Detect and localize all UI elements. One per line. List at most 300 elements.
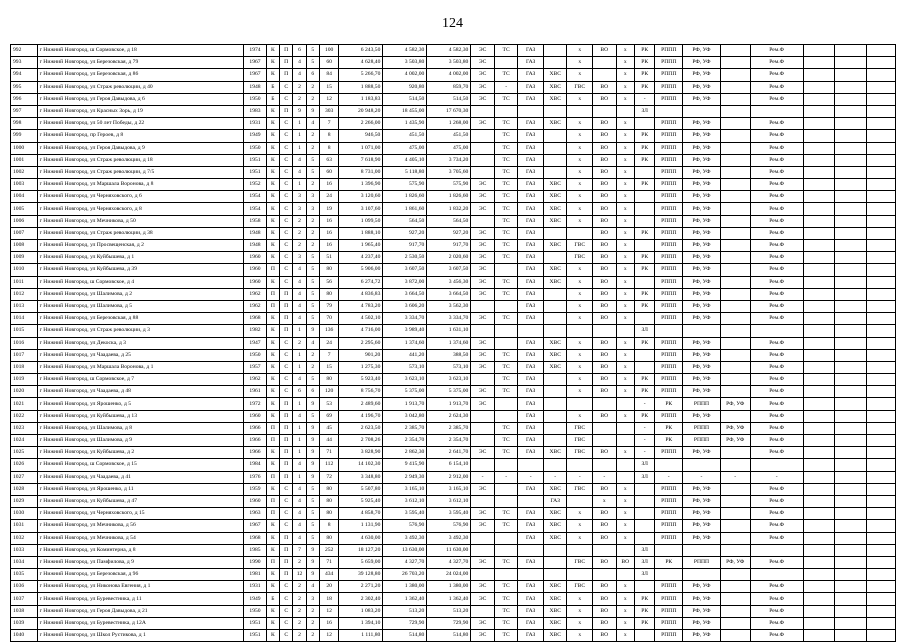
table-cell: 2 — [293, 227, 306, 239]
table-cell: 1960 — [244, 495, 267, 507]
table-cell: РК — [655, 556, 683, 568]
table-cell: П — [280, 435, 293, 447]
table-cell: 20 — [319, 581, 338, 593]
table-cell: РФ, УФ — [683, 313, 721, 325]
table-cell: 1006 — [11, 215, 38, 227]
table-cell: 2 — [293, 93, 306, 105]
table-cell — [634, 532, 654, 544]
table-cell: ЭС — [471, 264, 495, 276]
table-cell — [634, 520, 654, 532]
table-cell: К — [266, 69, 279, 81]
table-cell — [867, 154, 896, 166]
table-cell — [803, 410, 835, 422]
table-cell: С — [280, 520, 293, 532]
table-cell: РК — [634, 45, 654, 57]
table-cell: ЭС — [471, 118, 495, 130]
table-cell — [720, 118, 750, 130]
table-cell: ВО — [593, 483, 617, 495]
table-cell: РППП — [655, 240, 683, 252]
table-cell: 1 631,10 — [427, 325, 471, 337]
table-cell: К — [266, 398, 279, 410]
table-cell: 5 — [306, 252, 319, 264]
table-cell: 5 — [306, 57, 319, 69]
table-cell — [471, 325, 495, 337]
table-cell: 5 — [306, 276, 319, 288]
table-cell: П — [280, 556, 293, 568]
table-cell — [518, 495, 544, 507]
table-cell: 12 — [319, 93, 338, 105]
table-cell — [835, 398, 867, 410]
table-cell: ЭС — [471, 483, 495, 495]
table-cell: х — [616, 203, 634, 215]
table-cell — [616, 422, 634, 434]
table-cell: 4 — [293, 313, 306, 325]
table-cell — [803, 447, 835, 459]
table-cell: х — [567, 337, 593, 349]
table-cell — [494, 105, 518, 117]
table-cell: РФ, УФ — [683, 532, 721, 544]
table-cell: 12 — [319, 605, 338, 617]
table-cell: 80 — [319, 374, 338, 386]
table-cell: ГВС — [567, 240, 593, 252]
table-cell: г Нижний Новгород, ул Буревестника, д 12А — [37, 617, 244, 629]
table-cell: П — [280, 105, 293, 117]
table-cell: Рем.Ф — [750, 93, 803, 105]
table-cell: ТС — [494, 386, 518, 398]
table-cell: х — [567, 93, 593, 105]
table-cell — [835, 544, 867, 556]
table-cell: 6 — [306, 386, 319, 398]
table-cell: г Нижний Новгород, ул Березовская, д 79 — [37, 57, 244, 69]
table-cell — [803, 569, 835, 581]
table-cell: 514,80 — [427, 630, 471, 642]
table-cell: ТС — [494, 617, 518, 629]
table-cell — [803, 105, 835, 117]
table-cell: ТС — [494, 422, 518, 434]
table-cell: РППП — [655, 69, 683, 81]
table-cell: ГАЗ — [518, 593, 544, 605]
table-cell — [494, 410, 518, 422]
table-cell: 2 302,40 — [339, 593, 383, 605]
table-cell: 2 641,70 — [427, 447, 471, 459]
table-cell: 1958 — [244, 215, 267, 227]
table-cell: 5 — [306, 410, 319, 422]
table-cell: С — [280, 118, 293, 130]
table-cell: ХВС — [543, 605, 567, 617]
table-cell: г Нижний Новгород, ул Маршала Воронова, д 1 — [37, 361, 244, 373]
table-cell: К — [266, 191, 279, 203]
table-cell: х — [616, 361, 634, 373]
table-cell — [835, 605, 867, 617]
table-cell — [867, 325, 896, 337]
table-cell: 8 — [319, 142, 338, 154]
table-cell: х — [567, 166, 593, 178]
table-cell — [634, 166, 654, 178]
table-cell: 4 405,10 — [383, 154, 427, 166]
table-cell: К — [266, 166, 279, 178]
table-cell: 71 — [319, 447, 338, 459]
table-cell: РК — [634, 69, 654, 81]
table-cell — [543, 300, 567, 312]
table-row — [11, 349, 896, 361]
table-cell: РФ, УФ — [683, 215, 721, 227]
table-cell — [616, 435, 634, 447]
table-cell: 4 783,20 — [339, 300, 383, 312]
table-cell: РППП — [655, 179, 683, 191]
table-cell — [803, 93, 835, 105]
table-cell — [471, 435, 495, 447]
table-cell: ТС — [494, 313, 518, 325]
table-cell — [835, 447, 867, 459]
table-cell: 3 503,80 — [383, 57, 427, 69]
table-cell — [593, 422, 617, 434]
table-cell — [803, 495, 835, 507]
table-cell — [471, 105, 495, 117]
table-cell: Рем.Ф — [750, 398, 803, 410]
table-cell: х — [567, 313, 593, 325]
table-cell: 5 — [306, 45, 319, 57]
table-cell: 136 — [319, 325, 338, 337]
table-cell: 4 327,70 — [383, 556, 427, 568]
table-row — [11, 142, 896, 154]
table-cell: Рем.Ф — [750, 422, 803, 434]
table-cell: 9 — [306, 569, 319, 581]
table-cell: - — [634, 398, 654, 410]
table-cell: Рем.Ф — [750, 81, 803, 93]
table-row — [11, 374, 896, 386]
table-cell: 60 — [319, 166, 338, 178]
table-cell — [720, 508, 750, 520]
table-cell: С — [280, 191, 293, 203]
table-cell: ЗЛ — [634, 459, 654, 471]
table-cell: 5 906,00 — [339, 264, 383, 276]
table-cell — [750, 325, 803, 337]
table-cell: 1981 — [244, 569, 267, 581]
table-cell — [835, 569, 867, 581]
table-cell: ВО — [593, 215, 617, 227]
table-cell: 2 — [293, 581, 306, 593]
table-cell — [867, 483, 896, 495]
table-cell: П — [266, 288, 279, 300]
table-cell: 1 — [293, 471, 306, 483]
table-cell: ТС — [494, 179, 518, 191]
table-cell — [803, 605, 835, 617]
table-cell: К — [266, 605, 279, 617]
table-cell — [720, 520, 750, 532]
table-cell — [720, 569, 750, 581]
table-cell: ЭС — [471, 240, 495, 252]
table-cell: 1028 — [11, 483, 38, 495]
table-cell: 19 — [319, 203, 338, 215]
table-cell: 9 — [306, 459, 319, 471]
table-cell: г Нижний Новгород, ул 50 лет Победы, д 22 — [37, 118, 244, 130]
table-cell — [471, 532, 495, 544]
table-cell: г Нижний Новгород, ул Березовская, д 88 — [37, 313, 244, 325]
table-cell — [803, 459, 835, 471]
table-cell: РППП — [655, 215, 683, 227]
table-cell: РППП — [655, 191, 683, 203]
table-cell: ТС — [494, 69, 518, 81]
table-cell — [494, 57, 518, 69]
table-cell: 26 703,20 — [383, 569, 427, 581]
table-cell: 514,50 — [383, 93, 427, 105]
table-cell: ХВС — [543, 483, 567, 495]
table-cell: К — [266, 337, 279, 349]
table-cell: ХВС — [543, 349, 567, 361]
table-cell — [634, 276, 654, 288]
table-cell: РФ, УФ — [720, 556, 750, 568]
table-cell — [803, 203, 835, 215]
register-body — [11, 45, 896, 642]
table-cell: ЭС — [471, 593, 495, 605]
table-cell: 9 — [306, 422, 319, 434]
table-cell: Рем.Ф — [750, 410, 803, 422]
table-cell: - — [494, 81, 518, 93]
table-cell: ГАЗ — [518, 374, 544, 386]
table-cell: 1011 — [11, 276, 38, 288]
table-cell: Рем.Ф — [750, 508, 803, 520]
table-cell: 1960 — [244, 410, 267, 422]
table-cell: Рем.Ф — [750, 435, 803, 447]
table-cell: П — [280, 69, 293, 81]
table-cell: 1950 — [244, 142, 267, 154]
table-row — [11, 386, 896, 398]
table-cell: 4 502,10 — [339, 313, 383, 325]
table-cell: ЭС — [471, 520, 495, 532]
table-cell: РППП — [655, 276, 683, 288]
table-cell: г Нижний Новгород, ул Страж революции, д 3 — [37, 325, 244, 337]
table-cell: 1 083,20 — [339, 605, 383, 617]
table-cell: РППП — [655, 374, 683, 386]
table-cell: 18 455,00 — [383, 105, 427, 117]
table-cell: 1962 — [244, 288, 267, 300]
table-cell: 1017 — [11, 349, 38, 361]
table-cell: ЗЛ — [634, 471, 654, 483]
table-cell: ТС — [494, 605, 518, 617]
table-cell: 60 — [319, 57, 338, 69]
table-cell — [616, 398, 634, 410]
table-cell: 3 562,30 — [427, 300, 471, 312]
table-cell — [803, 386, 835, 398]
table-cell: х — [616, 191, 634, 203]
table-cell: 3 165,10 — [427, 483, 471, 495]
table-cell — [835, 130, 867, 142]
table-cell — [803, 118, 835, 130]
table-cell: 5 — [306, 508, 319, 520]
table-cell: 5 923,40 — [339, 374, 383, 386]
table-cell: ЗЛ — [634, 569, 654, 581]
table-cell — [720, 605, 750, 617]
table-cell: 3 607,50 — [427, 264, 471, 276]
table-cell: РППП — [655, 300, 683, 312]
table-cell: П — [280, 313, 293, 325]
table-cell: ХВС — [543, 361, 567, 373]
table-cell — [494, 483, 518, 495]
table-cell: Рем.Ф — [750, 215, 803, 227]
table-cell: 1950 — [244, 93, 267, 105]
table-cell: 3 828,90 — [339, 447, 383, 459]
table-cell: ГАЗ — [518, 398, 544, 410]
table-cell: 4 — [293, 264, 306, 276]
table-cell: РФ, УФ — [683, 386, 721, 398]
table-cell: 9 — [306, 447, 319, 459]
table-cell — [750, 544, 803, 556]
table-cell: х — [567, 410, 593, 422]
table-cell: 1 — [293, 422, 306, 434]
table-cell: РППП — [655, 508, 683, 520]
table-cell: ГАЗ — [518, 337, 544, 349]
table-cell: ЗЛ — [634, 544, 654, 556]
table-cell: П — [280, 398, 293, 410]
table-cell: 5 — [306, 288, 319, 300]
table-row — [11, 520, 896, 532]
table-cell: 2 020,60 — [427, 252, 471, 264]
table-cell — [803, 349, 835, 361]
table-cell: 5 — [306, 374, 319, 386]
table-cell: РФ, УФ — [683, 203, 721, 215]
table-cell: ЭС — [471, 361, 495, 373]
table-cell — [593, 435, 617, 447]
table-cell — [494, 569, 518, 581]
table-cell — [567, 495, 593, 507]
table-cell — [835, 337, 867, 349]
table-cell: К — [266, 276, 279, 288]
table-cell — [867, 118, 896, 130]
table-cell: РППП — [655, 349, 683, 361]
table-cell: г Нижний Новгород, ул Черняховского, д 15 — [37, 508, 244, 520]
table-cell: г Нижний Новгород, ул Красных Зорь, д 19 — [37, 105, 244, 117]
table-row — [11, 179, 896, 191]
table-cell: 4 196,70 — [339, 410, 383, 422]
table-cell: 4 716,00 — [339, 325, 383, 337]
table-cell: 79 — [319, 300, 338, 312]
table-cell: ВО — [593, 337, 617, 349]
table-cell — [567, 325, 593, 337]
table-cell: х — [616, 215, 634, 227]
table-cell: 1 826,60 — [427, 191, 471, 203]
table-cell — [494, 337, 518, 349]
table-row — [11, 57, 896, 69]
table-cell — [867, 45, 896, 57]
table-cell: Рем.Ф — [750, 483, 803, 495]
table-cell: 4 582,30 — [383, 45, 427, 57]
table-cell — [720, 593, 750, 605]
table-cell: ЭС — [471, 386, 495, 398]
table-cell: х — [567, 630, 593, 642]
table-cell — [803, 313, 835, 325]
table-cell: РК — [634, 81, 654, 93]
table-cell — [867, 471, 896, 483]
table-cell: г Нижний Новгород, ул Коминтерна, д 8 — [37, 544, 244, 556]
table-cell: 100 — [319, 45, 338, 57]
table-cell: Рем.Ф — [750, 240, 803, 252]
table-row — [11, 191, 896, 203]
table-cell: х — [567, 191, 593, 203]
table-cell: 1954 — [244, 203, 267, 215]
table-cell: х — [616, 605, 634, 617]
table-cell: 1 435,90 — [383, 118, 427, 130]
table-cell: х — [616, 447, 634, 459]
table-cell — [803, 300, 835, 312]
table-cell: 1 861,60 — [383, 203, 427, 215]
table-cell: 24 024,00 — [427, 569, 471, 581]
table-cell: ВО — [593, 630, 617, 642]
table-cell — [835, 495, 867, 507]
table-cell: ТС — [494, 556, 518, 568]
table-cell: Рем.Ф — [750, 57, 803, 69]
table-cell: г Нижний Новгород, ул Чаадаева, д 25 — [37, 349, 244, 361]
table-cell: ГАЗ — [518, 532, 544, 544]
table-cell — [471, 374, 495, 386]
table-cell — [803, 532, 835, 544]
table-cell: ХВС — [543, 617, 567, 629]
table-cell: С — [280, 227, 293, 239]
table-cell: г Нижний Новгород, ш Сормовское, д 4 — [37, 276, 244, 288]
table-cell: 112 — [319, 459, 338, 471]
table-cell: 514,50 — [427, 93, 471, 105]
page-number: 124 — [442, 16, 463, 31]
table-cell: ТС — [494, 215, 518, 227]
table-cell: ЭС — [471, 191, 495, 203]
table-cell — [720, 617, 750, 629]
table-cell: П — [280, 45, 293, 57]
table-cell — [518, 325, 544, 337]
table-cell — [593, 459, 617, 471]
table-cell: П — [266, 435, 279, 447]
table-cell: ТС — [494, 630, 518, 642]
table-cell: К — [266, 581, 279, 593]
table-cell: 1985 — [244, 544, 267, 556]
table-cell — [720, 581, 750, 593]
table-cell: Рем.Ф — [750, 191, 803, 203]
table-cell: х — [567, 288, 593, 300]
table-cell: - — [543, 471, 567, 483]
table-cell: 2 862,30 — [383, 447, 427, 459]
table-cell: 1966 — [244, 422, 267, 434]
table-cell — [567, 227, 593, 239]
table-cell: ЭС — [471, 508, 495, 520]
table-cell: 4 — [293, 532, 306, 544]
table-cell: 1950 — [244, 605, 267, 617]
table-cell: 4 — [293, 154, 306, 166]
table-cell — [655, 325, 683, 337]
table-cell: 3 — [306, 203, 319, 215]
table-cell — [720, 105, 750, 117]
table-cell: ГАЗ — [518, 191, 544, 203]
table-cell: Рем.Ф — [750, 45, 803, 57]
table-cell: 1972 — [244, 398, 267, 410]
table-cell: 3 165,10 — [383, 483, 427, 495]
table-cell: ГАЗ — [518, 581, 544, 593]
table-cell: 1960 — [244, 276, 267, 288]
table-cell — [616, 325, 634, 337]
table-cell — [867, 276, 896, 288]
table-cell: 1950 — [244, 349, 267, 361]
table-cell: х — [616, 630, 634, 642]
table-cell: 575,90 — [427, 179, 471, 191]
table-cell — [835, 435, 867, 447]
table-cell: 2 — [306, 81, 319, 93]
table-cell: Рем.Ф — [750, 179, 803, 191]
table-cell: РФ, УФ — [683, 581, 721, 593]
table-cell: С — [280, 374, 293, 386]
table-cell: 3 — [293, 203, 306, 215]
table-cell: 1 888,50 — [339, 81, 383, 93]
table-cell: 2 949,30 — [383, 471, 427, 483]
table-cell — [803, 337, 835, 349]
table-cell — [471, 422, 495, 434]
table-cell: г Нижний Новгород, ул Куйбышева, д 39 — [37, 264, 244, 276]
